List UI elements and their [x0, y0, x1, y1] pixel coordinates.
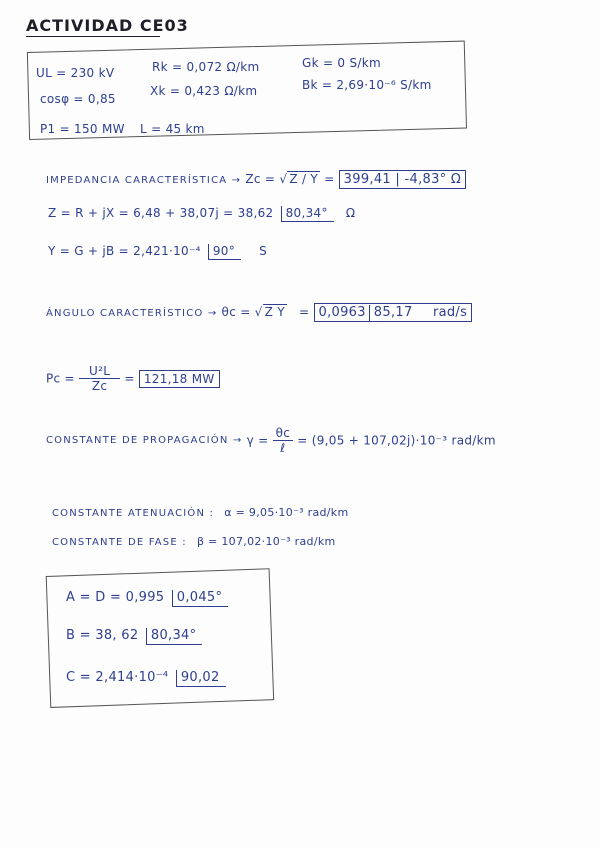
y-line-unit: S [259, 244, 268, 258]
angle-magnitude: 0,0963 [318, 305, 366, 320]
pc-result: 121,18 MW [139, 370, 220, 388]
phase-line [52, 534, 336, 548]
pc-equals: = [124, 371, 135, 386]
active-power: P1 = 150 MW [40, 122, 125, 136]
result-c [66, 670, 226, 687]
z-line-angle: 80,34° [281, 206, 334, 222]
propagation-numerator: θc [273, 426, 294, 441]
y-line-angle: 90° [208, 244, 241, 260]
line-voltage: UL = 230 kV [36, 66, 115, 80]
conductance-per-km: Gk = 0 S/km [302, 56, 381, 70]
angle-formula-root: Z Y [264, 305, 285, 319]
z-line-unit: Ω [345, 206, 356, 220]
angle-formula-lhs: θc = [221, 305, 251, 319]
line-length: L = 45 km [140, 122, 205, 136]
result-c-angle: 90,02 [176, 670, 226, 687]
page-title: ACTIVIDAD CE03 [26, 16, 189, 35]
y-line [48, 244, 267, 260]
result-b [66, 628, 202, 645]
result-b-text: B = 38, 62 [66, 628, 139, 643]
resistance-per-km: Rk = 0,072 Ω/km [152, 60, 260, 74]
impedance-label: IMPEDANCIA CARACTERÍSTICA → [46, 175, 242, 186]
pc-line [46, 364, 220, 393]
propagation-denominator: ℓ [280, 441, 286, 455]
y-line-text: Y = G + jB = 2,421·10⁻⁴ [48, 244, 201, 258]
attenuation-line [52, 505, 348, 519]
propagation-line [46, 426, 496, 455]
angle-line: ÁNGULO CARACTERÍSTICO → θc = √ Z Y = 0,0963 85,17 rad/s [46, 305, 472, 322]
result-a [66, 590, 228, 607]
reactance-per-km: Xk = 0,423 Ω/km [150, 84, 258, 98]
title-underline [26, 36, 160, 37]
angle-label: ÁNGULO CARACTERÍSTICO → [46, 308, 218, 319]
result-a-text: A = D = 0,995 [66, 590, 165, 605]
propagation-label: CONSTANTE DE PROPAGACIÓN → [46, 435, 243, 446]
attenuation-value: α = 9,05·10⁻³ rad/km [224, 506, 349, 519]
impedance-result: 399,41 | -4,83° Ω [339, 170, 466, 189]
impedance-formula-root: Z / Y [289, 172, 319, 186]
phase-value: β = 107,02·10⁻³ rad/km [196, 535, 336, 548]
result-a-angle: 0,045° [172, 590, 229, 607]
z-line [48, 206, 355, 222]
pc-numerator: U²L [79, 364, 120, 379]
susceptance-per-km: Bk = 2,69·10⁻⁶ S/km [302, 78, 432, 92]
z-line-text: Z = R + jX = 6,48 + 38,07j = 38,62 [48, 206, 274, 220]
propagation-fraction [273, 426, 294, 455]
result-b-angle: 80,34° [146, 628, 203, 645]
propagation-result: = (9,05 + 107,02j)·10⁻³ rad/km [297, 433, 496, 448]
impedance-equals: = [324, 172, 335, 186]
angle-result-unit: rad/s [432, 305, 468, 320]
angle-result [314, 303, 473, 322]
angle-equals: = [299, 305, 310, 319]
angle-result-angle: 85,17 [369, 305, 419, 322]
power-factor: cosφ = 0,85 [40, 92, 116, 106]
impedance-line: IMPEDANCIA CARACTERÍSTICA → Zc = √ Z / Y = 399,41 | -4,83° Ω [46, 172, 466, 187]
impedance-formula-lhs: Zc = [245, 172, 276, 186]
result-c-text: C = 2,414·10⁻⁴ [66, 670, 169, 685]
pc-fraction [79, 364, 120, 393]
attenuation-label: CONSTANTE ATENUACIÓN : [52, 508, 215, 519]
pc-denominator: Zc [91, 379, 108, 393]
pc-lhs: Pc = [46, 371, 75, 386]
propagation-lhs: γ = [246, 433, 269, 448]
phase-label: CONSTANTE DE FASE : [52, 537, 187, 548]
